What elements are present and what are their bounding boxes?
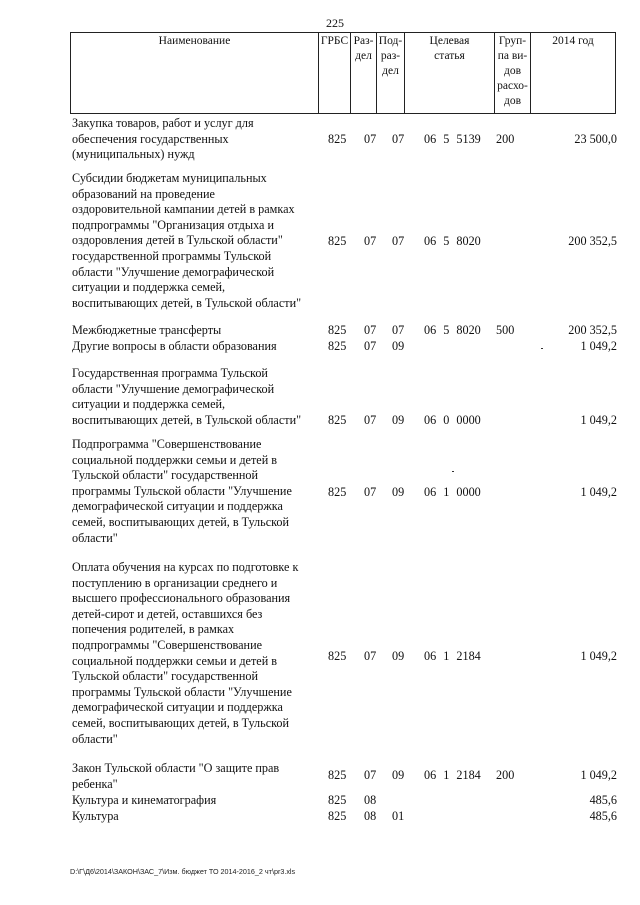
row-podrazdel: 09 bbox=[392, 649, 405, 663]
row-razdel: 07 bbox=[364, 485, 377, 499]
row-grbs: 825 bbox=[328, 413, 347, 427]
row-grbs: 825 bbox=[328, 809, 347, 823]
header-year: 2014 год bbox=[552, 35, 594, 47]
row-grbs: 825 bbox=[328, 793, 347, 807]
row-razdel: 07 bbox=[364, 339, 377, 353]
row-sum: 1 049,2 bbox=[580, 413, 617, 427]
row-grbs: 825 bbox=[328, 768, 347, 782]
row-razdel: 07 bbox=[364, 323, 377, 337]
table-header bbox=[70, 32, 616, 114]
row-name: Закон Тульской области "О защите прав ребенка" bbox=[72, 761, 280, 791]
row-name: Другие вопросы в области образования bbox=[72, 339, 277, 353]
row-target: 06 5 8020 bbox=[424, 234, 481, 248]
row-sum: 200 352,5 bbox=[568, 323, 617, 337]
row-target: 06 5 5139 bbox=[424, 132, 481, 146]
row-target: 06 1 2184 bbox=[424, 768, 481, 782]
row-name: Оплата обучения на курсах по подготовке к поступлению в организации среднего и высшего профессионального образования детей-сирот и детей, оставшихся без попечения родителей, в рамках подпрограммы "Совершенствование социальной поддержки семьи и детей в Тульской области" государственной программы Тульской области "Улучшение демографической ситуации и поддержка семей, воспитывающих детей, в Тульской области" bbox=[72, 560, 299, 746]
row-grbs: 825 bbox=[328, 485, 347, 499]
header-target-article: Целевая статья bbox=[405, 33, 495, 113]
header-podrazdel: Под- раз- дел bbox=[377, 33, 405, 113]
row-grbs: 825 bbox=[328, 323, 347, 337]
row-name: Субсидии бюджетам муниципальных образований на проведение оздоровительной кампании детей в рамках подпрограммы "Организация отдыха и оздоровления детей в Тульской области" государственной программы Тульской области "Улучшение демографической ситуации и поддержка семей, воспитывающих детей, в Тульской области" bbox=[72, 171, 302, 310]
row-group: 500 bbox=[496, 323, 515, 337]
row-podrazdel: 09 bbox=[392, 339, 405, 353]
scan-speck bbox=[452, 471, 454, 472]
row-razdel: 08 bbox=[364, 809, 377, 823]
row-grbs: 825 bbox=[328, 649, 347, 663]
row-sum: 200 352,5 bbox=[568, 234, 617, 248]
row-sum: 485,6 bbox=[589, 809, 617, 823]
row-name: Межбюджетные трансферты bbox=[72, 323, 222, 337]
page-number: 225 bbox=[326, 16, 344, 30]
row-razdel: 07 bbox=[364, 413, 377, 427]
row-name: Подпрограмма "Совершенствование социальной поддержки семьи и детей в Тульской области" государственной программы Тульской области "Улучшение демографической ситуации и поддержка семей, воспитывающих детей, в Тульской области" bbox=[72, 437, 292, 545]
row-name: Закупка товаров, работ и услуг для обеспечения государственных (муниципальных) нужд bbox=[72, 116, 254, 162]
row-target: 06 0 0000 bbox=[424, 413, 481, 427]
header-razdel: Раз- дел bbox=[351, 33, 377, 113]
row-grbs: 825 bbox=[328, 234, 347, 248]
header-name: Наименование bbox=[71, 33, 319, 113]
row-target: 06 5 8020 bbox=[424, 323, 481, 337]
row-sum: 1 049,2 bbox=[580, 649, 617, 663]
row-podrazdel: 07 bbox=[392, 323, 405, 337]
row-podrazdel: 09 bbox=[392, 768, 405, 782]
file-path-footer: D:\Г\Д6\2014\ЗАКОН\ЗАС_7\Изм. бюджет ТО 2014-2016_2 чт\pr3.xls bbox=[70, 867, 296, 876]
row-razdel: 07 bbox=[364, 768, 377, 782]
row-podrazdel: 01 bbox=[392, 809, 405, 823]
row-group: 200 bbox=[496, 132, 515, 146]
row-group: 200 bbox=[496, 768, 515, 782]
row-sum: 1 049,2 bbox=[580, 339, 617, 353]
row-sum: 23 500,0 bbox=[574, 132, 617, 146]
row-razdel: 07 bbox=[364, 234, 377, 248]
row-grbs: 825 bbox=[328, 132, 347, 146]
row-podrazdel: 07 bbox=[392, 132, 405, 146]
row-target: 06 1 0000 bbox=[424, 485, 481, 499]
row-grbs: 825 bbox=[328, 339, 347, 353]
row-name: Культура и кинематография bbox=[72, 793, 217, 807]
row-sum: 1 049,2 bbox=[580, 485, 617, 499]
row-podrazdel: 09 bbox=[392, 485, 405, 499]
scan-speck bbox=[541, 348, 543, 349]
row-podrazdel: 09 bbox=[392, 413, 405, 427]
row-sum: 1 049,2 bbox=[580, 768, 617, 782]
header-expense-group: Груп- па ви- дов расхо- дов bbox=[495, 33, 531, 113]
header-grbs: ГРБС bbox=[319, 33, 351, 113]
row-razdel: 08 bbox=[364, 793, 377, 807]
row-name: Культура bbox=[72, 809, 119, 823]
row-sum: 485,6 bbox=[589, 793, 617, 807]
row-razdel: 07 bbox=[364, 649, 377, 663]
row-name: Государственная программа Тульской области "Улучшение демографической ситуации и поддержка семей, воспитывающих детей, в Тульской области" bbox=[72, 366, 302, 427]
row-target: 06 1 2184 bbox=[424, 649, 481, 663]
row-podrazdel: 07 bbox=[392, 234, 405, 248]
row-razdel: 07 bbox=[364, 132, 377, 146]
